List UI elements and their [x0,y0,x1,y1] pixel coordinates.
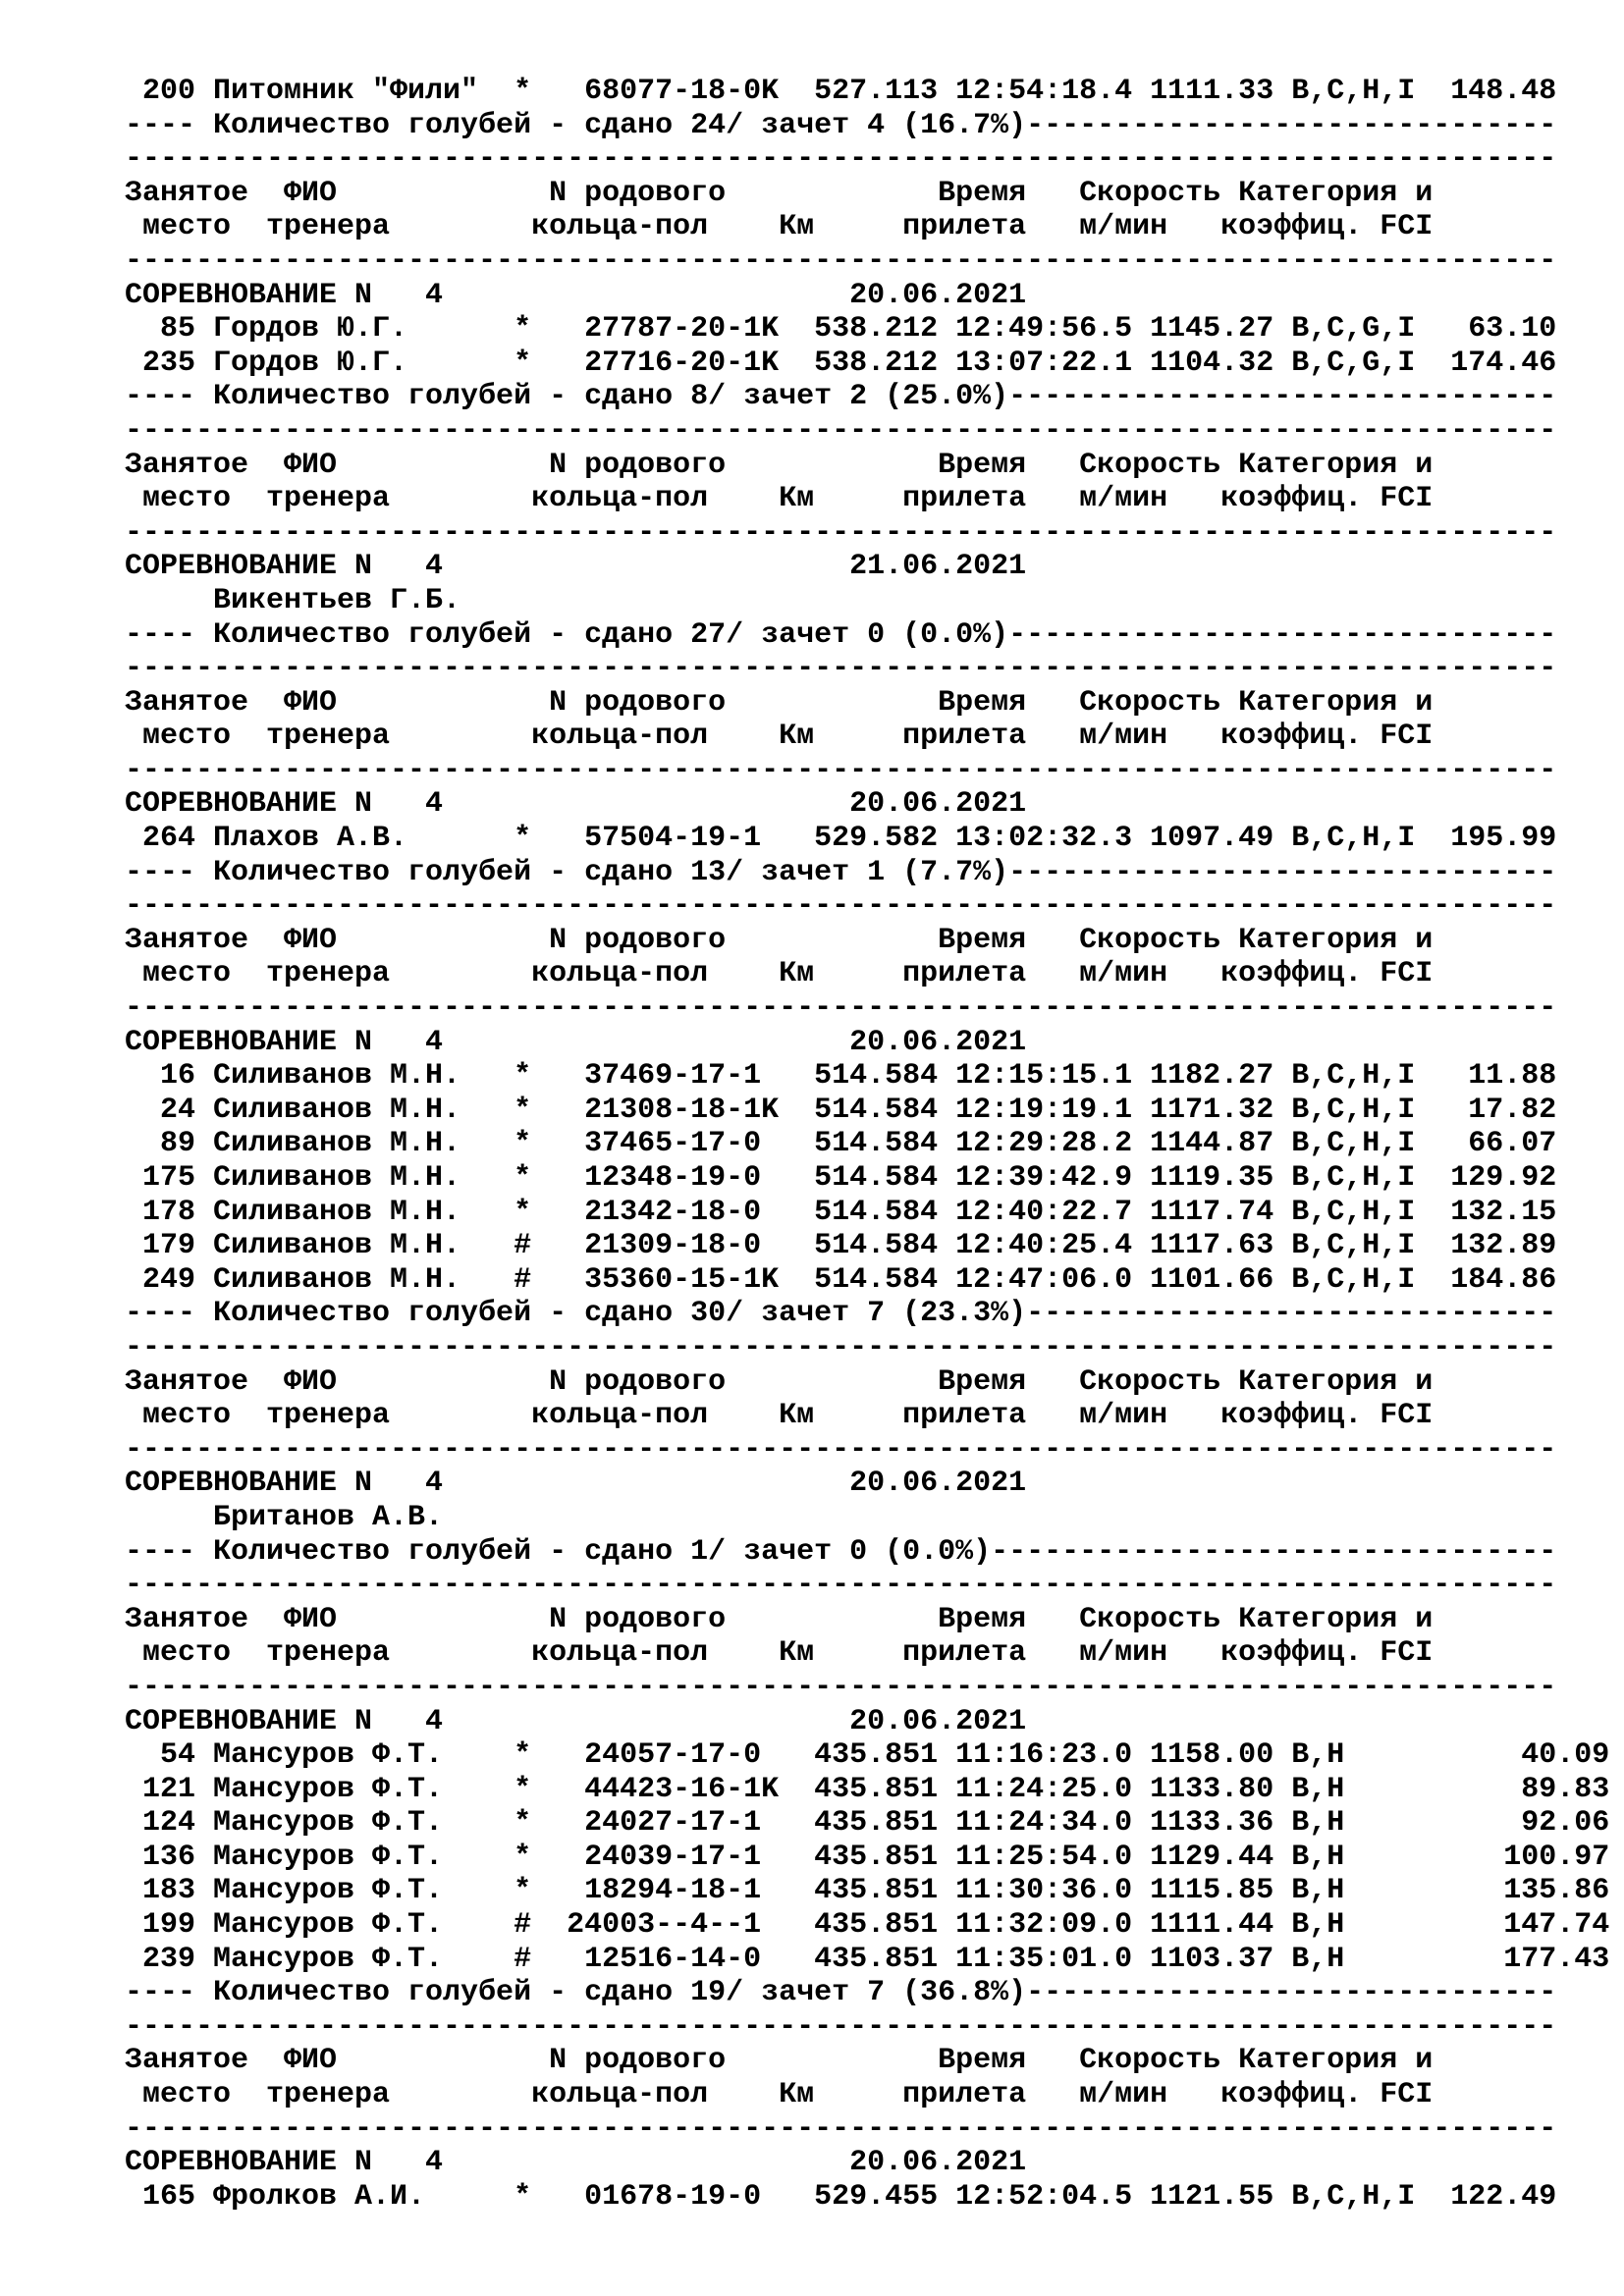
summary-line: ---- Количество голубей - сдано 19/ зачет 7 (36.8%)------------------------------ [125,1976,1557,2010]
column-header: Занятое ФИО N родового Время Скорость Категория и [125,685,1434,720]
competition-header: СОРЕВНОВАНИЕ N 4 20.06.2021 [125,1704,1027,1738]
result-row: 136 Мансуров Ф.Т. * 24039-17-1 435.851 11:25:54.0 1129.44 B,H 100.97 [125,1840,1610,1874]
summary-line: ---- Количество голубей - сдано 13/ зачет 1 (7.7%)------------------------------- [125,855,1557,889]
competition-header: СОРЕВНОВАНИЕ N 4 20.06.2021 [125,1467,1027,1501]
result-row: 249 Силиванов М.Н. # 35360-15-1K 514.584 12:47:06.0 1101.66 B,C,H,I 184.86 [125,1262,1557,1297]
summary-line: ---- Количество голубей - сдано 27/ зачет 0 (0.0%)------------------------------- [125,617,1557,652]
result-row: 175 Силиванов М.Н. * 12348-19-0 514.584 12:39:42.9 1119.35 B,C,H,I 129.92 [125,1161,1557,1195]
column-header: место тренера кольца-пол Км прилета м/мин коэффиц. FCI [125,210,1434,244]
column-header: Занятое ФИО N родового Время Скорость Категория и [125,2044,1434,2078]
result-row: 24 Силиванов М.Н. * 21308-18-1K 514.584 12:19:19.1 1171.32 B,C,H,I 17.82 [125,1093,1557,1127]
summary-line: ---- Количество голубей - сдано 1/ зачет 0 (0.0%)-------------------------------- [125,1534,1557,1569]
result-row: 200 Питомник "Фили" * 68077-18-0K 527.113 12:54:18.4 1111.33 B,C,H,I 148.48 [125,75,1557,108]
competition-header: СОРЕВНОВАНИЕ N 4 20.06.2021 [125,1025,1027,1059]
summary-line: ---- Количество голубей - сдано 24/ зачет 4 (16.7%)------------------------------ [125,108,1557,142]
fancier-name: Британов А.В. [125,1500,444,1534]
summary-line: ---- Количество голубей - сдано 30/ зачет 7 (23.3%)------------------------------ [125,1297,1557,1331]
result-row: 121 Мансуров Ф.Т. * 44423-16-1K 435.851 11:24:25.0 1133.80 B,H 89.83 [125,1772,1610,1806]
column-header: место тренера кольца-пол Км прилета м/мин коэффиц. FCI [125,2078,1434,2112]
result-row: 239 Мансуров Ф.Т. # 12516-14-0 435.851 11:35:01.0 1103.37 B,H 177.43 [125,1942,1610,1976]
separator-line: --------------------------------------------------------------------------------- [125,413,1557,448]
column-header: место тренера кольца-пол Км прилета м/мин коэффиц. FCI [125,1636,1434,1671]
column-header: Занятое ФИО N родового Время Скорость Категория и [125,176,1434,210]
column-header: место тренера кольца-пол Км прилета м/мин коэффиц. FCI [125,482,1434,516]
column-header: место тренера кольца-пол Км прилета м/мин коэффиц. FCI [125,957,1434,991]
result-row: 178 Силиванов М.Н. * 21342-18-0 514.584 12:40:22.7 1117.74 B,C,H,I 132.15 [125,1195,1557,1229]
result-row: 183 Мансуров Ф.Т. * 18294-18-1 435.851 11:30:36.0 1115.85 B,H 135.86 [125,1874,1610,1908]
result-row: 165 Фролков А.И. * 01678-19-0 529.455 12:52:04.5 1121.55 B,C,H,I 122.49 [125,2179,1557,2214]
result-row: 54 Мансуров Ф.Т. * 24057-17-0 435.851 11:16:23.0 1158.00 B,H 40.09 [125,1738,1610,1773]
column-header: Занятое ФИО N родового Время Скорость Категория и [125,448,1434,482]
result-row: 264 Плахов А.В. * 57504-19-1 529.582 13:02:32.3 1097.49 B,C,H,I 195.99 [125,822,1557,856]
column-header: место тренера кольца-пол Км прилета м/мин коэффиц. FCI [125,720,1434,754]
separator-line: --------------------------------------------------------------------------------- [125,991,1557,1026]
competition-header: СОРЕВНОВАНИЕ N 4 20.06.2021 [125,2146,1027,2180]
summary-line: ---- Количество голубей - сдано 8/ зачет 2 (25.0%)------------------------------- [125,380,1557,414]
separator-line: --------------------------------------------------------------------------------- [125,753,1557,787]
separator-line: --------------------------------------------------------------------------------- [125,652,1557,686]
separator-line: --------------------------------------------------------------------------------- [125,515,1557,550]
result-row: 235 Гордов Ю.Г. * 27716-20-1K 538.212 13:07:22.1 1104.32 B,C,G,I 174.46 [125,346,1557,380]
competition-header: СОРЕВНОВАНИЕ N 4 21.06.2021 [125,550,1027,584]
results-printout [125,75,1612,2214]
result-row: 85 Гордов Ю.Г. * 27787-20-1K 538.212 12:49:56.5 1145.27 B,C,G,I 63.10 [125,312,1557,347]
competition-header: СОРЕВНОВАНИЕ N 4 20.06.2021 [125,787,1027,822]
competition-header: СОРЕВНОВАНИЕ N 4 20.06.2021 [125,278,1027,312]
result-row: 16 Силиванов М.Н. * 37469-17-1 514.584 12:15:15.1 1182.27 B,C,H,I 11.88 [125,1059,1557,1094]
separator-line: --------------------------------------------------------------------------------- [125,1670,1557,1704]
separator-line: --------------------------------------------------------------------------------- [125,1330,1557,1364]
separator-line: --------------------------------------------------------------------------------- [125,1569,1557,1603]
result-row: 89 Силиванов М.Н. * 37465-17-0 514.584 12:29:28.2 1144.87 B,C,H,I 66.07 [125,1127,1557,1161]
column-header: Занятое ФИО N родового Время Скорость Категория и [125,923,1434,957]
column-header: место тренера кольца-пол Км прилета м/мин коэффиц. FCI [125,1399,1434,1433]
separator-line: --------------------------------------------------------------------------------- [125,243,1557,278]
separator-line: --------------------------------------------------------------------------------- [125,142,1557,177]
separator-line: --------------------------------------------------------------------------------- [125,889,1557,924]
separator-line: --------------------------------------------------------------------------------- [125,2009,1557,2044]
separator-line: --------------------------------------------------------------------------------- [125,1432,1557,1467]
separator-line: --------------------------------------------------------------------------------- [125,2111,1557,2146]
result-row: 179 Силиванов М.Н. # 21309-18-0 514.584 12:40:25.4 1117.63 B,C,H,I 132.89 [125,1229,1557,1263]
column-header: Занятое ФИО N родового Время Скорость Категория и [125,1602,1434,1636]
result-row: 199 Мансуров Ф.Т. # 24003--4--1 435.851 11:32:09.0 1111.44 B,H 147.74 [125,1908,1610,1943]
column-header: Занятое ФИО N родового Время Скорость Категория и [125,1364,1434,1399]
fancier-name: Викентьев Г.Б. [125,583,461,617]
result-row: 124 Мансуров Ф.Т. * 24027-17-1 435.851 11:24:34.0 1133.36 B,H 92.06 [125,1806,1610,1841]
